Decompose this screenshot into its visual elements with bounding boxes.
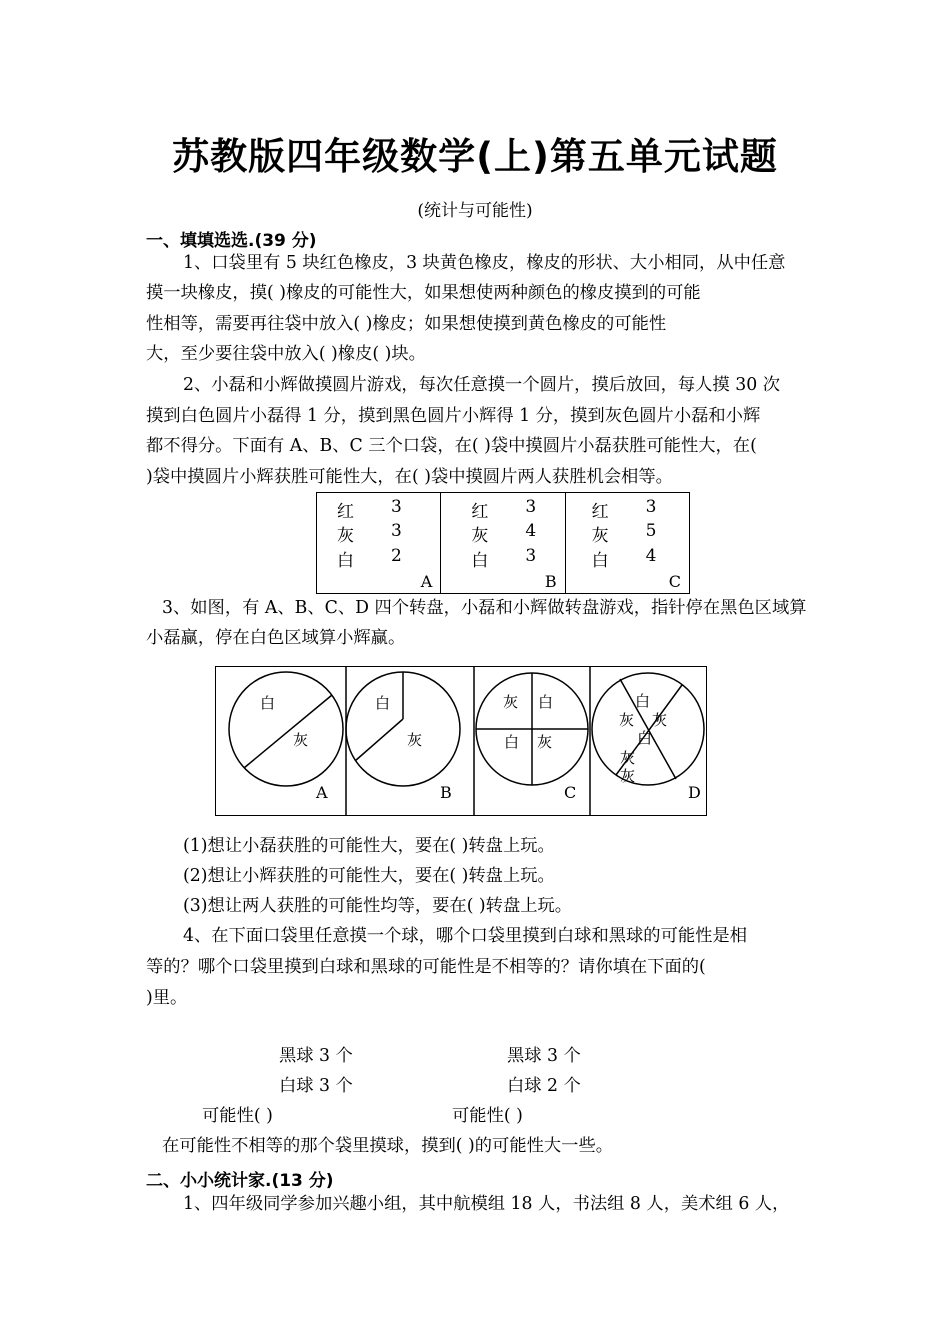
q2-line-3: 都不得分。下面有 A、B、C 三个口袋，在( )袋中摸圆片小磊获胜可能性大，在( xyxy=(146,436,757,456)
bag-row: 白 4 xyxy=(591,546,657,571)
possibility-2: 可能性( ) xyxy=(452,1106,523,1126)
spinner-c-white-label-bl: 白 xyxy=(504,733,520,751)
spinner-a-divider xyxy=(244,695,332,768)
q2-line-2: 摸到白色圆片小磊得 1 分，摸到黑色圆片小辉得 1 分，摸到灰色圆片小磊和小辉 xyxy=(146,406,761,426)
q3-sub-1: (1)想让小磊获胜的可能性大，要在( )转盘上玩。 xyxy=(183,836,555,856)
q4-line-1: 4、在下面口袋里任意摸一个球，哪个口袋里摸到白球和黑球的可能性是相 xyxy=(183,926,747,946)
bag-tag: A xyxy=(420,572,433,591)
spinner-c-gray-label-br: 灰 xyxy=(537,733,553,751)
spinner-b-divider xyxy=(355,719,403,761)
q2-line-4: )袋中摸圆片小辉获胜可能性大，在( )袋中摸圆片两人获胜机会相等。 xyxy=(146,467,673,487)
bag-row: 红 3 xyxy=(591,497,657,522)
spinner-d-white-label-center: 白 xyxy=(637,729,653,747)
bag-b xyxy=(441,493,565,593)
q3-line-2: 小磊赢，停在白色区域算小辉赢。 xyxy=(146,628,406,648)
bag-row: 白 2 xyxy=(337,546,402,571)
q1-line-2: 摸一块橡皮，摸( )橡皮的可能性大，如果想使两种颜色的橡皮摸到的可能 xyxy=(146,283,701,303)
bag-row: 红 3 xyxy=(471,497,537,522)
spinner-a-circle xyxy=(229,672,343,786)
bag1-black: 黑球 3 个 xyxy=(279,1046,353,1066)
spinner-b-gray-label: 灰 xyxy=(407,731,423,749)
bag2-black: 黑球 3 个 xyxy=(507,1046,581,1066)
spinner-d-gray-label-right: 灰 xyxy=(652,711,668,729)
q2-line-1: 2、小磊和小辉做摸圆片游戏，每次任意摸一个圆片，摸后放回，每人摸 30 次 xyxy=(183,375,780,395)
bag-row: 灰 5 xyxy=(591,521,657,546)
section-2-heading: 二、小小统计家.(13 分) xyxy=(146,1171,334,1191)
bag-row: 灰 3 xyxy=(337,521,402,546)
spinner-b-white-label: 白 xyxy=(375,694,391,712)
bag-tag: B xyxy=(544,572,557,591)
spinner-c-tag: C xyxy=(564,783,577,802)
spinner-d-gray-label-left: 灰 xyxy=(619,711,635,729)
spinner-d-gray-label-bottom: 灰 xyxy=(620,767,636,785)
page-title: 苏教版四年级数学(上)第五单元试题 xyxy=(172,135,778,178)
q4-line-2: 等的？哪个口袋里摸到白球和黑球的可能性是不相等的？请你填在下面的( xyxy=(146,957,706,977)
q1-line-4: 大，至少要往袋中放入( )橡皮( )块。 xyxy=(146,344,426,364)
s2-q1-line-1: 1、四年级同学参加兴趣小组，其中航模组 18 人，书法组 8 人，美术组 6 人， xyxy=(183,1194,790,1214)
q3-sub-3: (3)想让两人获胜的可能性均等，要在( )转盘上玩。 xyxy=(183,896,573,916)
bags-table xyxy=(316,492,690,594)
bag-row: 红 3 xyxy=(337,497,402,522)
q3-sub-2: (2)想让小辉获胜的可能性大，要在( )转盘上玩。 xyxy=(183,866,555,886)
bag-tag: C xyxy=(668,572,681,591)
spinner-b-tag: B xyxy=(440,783,452,802)
bag-c xyxy=(566,493,689,593)
page-subtitle: (统计与可能性) xyxy=(417,201,533,221)
bag-row: 白 3 xyxy=(471,546,537,571)
bag-row: 灰 4 xyxy=(471,521,537,546)
bag-a xyxy=(317,493,441,593)
bag1-white: 白球 3 个 xyxy=(279,1076,353,1096)
q1-line-1: 1、口袋里有 5 块红色橡皮，3 块黄色橡皮，橡皮的形状、大小相同，从中任意 xyxy=(183,253,786,273)
spinner-d-tag: D xyxy=(688,783,701,802)
q4-line-3: )里。 xyxy=(146,988,188,1008)
spinner-d-gray-label-lower: 灰 xyxy=(620,749,636,767)
spinner-a-white-label: 白 xyxy=(260,694,276,712)
q4-final: 在可能性不相等的那个袋里摸球，摸到( )的可能性大一些。 xyxy=(162,1136,614,1156)
spinners-figure xyxy=(215,666,707,816)
spinner-c-gray-label-tl: 灰 xyxy=(503,693,519,711)
possibility-1: 可能性( ) xyxy=(202,1106,273,1126)
q1-line-3: 性相等，需要再往袋中放入( )橡皮；如果想使摸到黄色橡皮的可能性 xyxy=(146,314,667,334)
spinner-a-gray-label: 灰 xyxy=(293,731,309,749)
spinners-svg xyxy=(216,667,706,815)
bag2-white: 白球 2 个 xyxy=(507,1076,581,1096)
spinner-d-white-label-top: 白 xyxy=(635,692,651,710)
q3-line-1: 3、如图，有 A、B、C、D 四个转盘，小磊和小辉做转盘游戏，指针停在黑色区域算 xyxy=(162,598,807,618)
spinner-a-tag: A xyxy=(316,783,328,802)
section-1-heading: 一、填填选选.(39 分) xyxy=(146,231,317,251)
spinner-c-white-label-tr: 白 xyxy=(538,693,554,711)
